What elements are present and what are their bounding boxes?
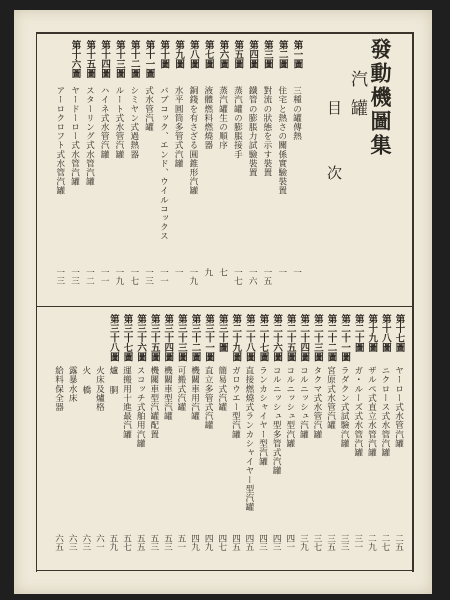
- book-title: 發動機圖集: [368, 38, 393, 158]
- figure-number: 第三十六圖: [135, 314, 147, 362]
- entry-title: 水平圓筒多管式汽罐: [173, 86, 184, 168]
- entry-title: ルート式水管汽罐: [113, 86, 124, 159]
- figure-number: 第二圖: [276, 40, 288, 69]
- page-number: 一: [173, 268, 184, 277]
- page-number: 六三: [80, 534, 91, 552]
- page-number: 三五: [325, 534, 336, 552]
- figure-number: 第十五圖: [84, 40, 96, 78]
- toc-page: [14, 10, 432, 594]
- entry-title: 蒸汽罐生の順序: [217, 86, 228, 150]
- entry-title: スコッチ式舶用汽罐: [135, 366, 146, 448]
- figure-number: 第三十一圖: [203, 314, 215, 362]
- figure-number: 第三十圖: [216, 314, 228, 352]
- figure-number: 第九圖: [173, 40, 185, 69]
- page-number: 四五: [243, 534, 254, 552]
- page-number: 五九: [107, 534, 118, 552]
- figure-number: 第四圖: [247, 40, 259, 69]
- entry-title: 蒸汽罐の膨脹接手: [232, 86, 243, 159]
- entry-title: 銅錢を有さざる圓錐形汽罐: [187, 86, 198, 196]
- figure-number: 第三十七圖: [121, 314, 133, 362]
- entry-title: 給料保全器: [53, 366, 64, 412]
- entry-title: 直立多管式汽罐: [203, 366, 214, 430]
- figure-number: 第二十六圖: [271, 314, 283, 362]
- page-number: 三一: [352, 534, 363, 552]
- figure-number: 第十八圖: [379, 314, 391, 352]
- page-number: 三三: [339, 534, 350, 552]
- figure-number: 第十二圖: [128, 40, 140, 78]
- page-number: 一二: [84, 268, 95, 286]
- figure-number: 第十四圖: [99, 40, 111, 78]
- entry-title: コルニッシュ型多管式汽罐: [271, 366, 282, 476]
- entry-title: ランカシャイヤー型汽罐: [257, 366, 268, 467]
- entry-title: 簡易式汽罐: [216, 366, 227, 412]
- figure-number: 第三十四圖: [162, 314, 174, 362]
- page-number: 四九: [189, 534, 200, 552]
- entry-title: ガロウエー型汽罐: [230, 366, 241, 439]
- figure-number: 第六圖: [217, 40, 229, 69]
- entry-title: 住宅と熱さの關係實驗裝置: [276, 86, 287, 196]
- figure-number: 第二十八圖: [243, 314, 255, 362]
- page-number: 一一: [158, 268, 169, 286]
- entry-title: 機關車型汽罐: [162, 366, 173, 421]
- page-number: 一九: [113, 268, 124, 286]
- entry-title: 爐 胴: [107, 366, 118, 395]
- entry-title: スターリング式水管汽罐: [84, 86, 95, 187]
- entry-title: 露暴水床: [67, 366, 78, 403]
- page-number: 六五: [53, 534, 64, 552]
- figure-number: 第三十八圖: [107, 314, 119, 362]
- figure-number: 第二十二圖: [325, 314, 337, 362]
- figure-number: 第二十四圖: [298, 314, 310, 362]
- figure-number: 第十圖: [158, 40, 170, 69]
- page-number: 三九: [298, 534, 309, 552]
- middle-divider-line: [36, 306, 414, 307]
- page-number: 五一: [175, 534, 186, 552]
- figure-number: 第五圖: [232, 40, 244, 69]
- figure-number: 第十六圖: [69, 40, 81, 78]
- page-number: 一: [276, 268, 287, 277]
- entry-title: ザルペ式直立水管汽罐: [366, 366, 377, 457]
- figure-number: 第十九圖: [366, 314, 378, 352]
- entry-title: 液體燃料燃燒器: [202, 86, 213, 150]
- page-number: 四七: [216, 534, 227, 552]
- page-number: 五三: [162, 534, 173, 552]
- entry-title: コルニッシュ型汽罐: [284, 366, 295, 448]
- page-number: 一六: [247, 268, 258, 286]
- entry-title: コルニッシュ汽罐: [298, 366, 309, 439]
- page-number: 四九: [203, 534, 214, 552]
- figure-number: 第三圖: [261, 40, 273, 69]
- page-number: 六一: [94, 534, 105, 552]
- page-number: 一七: [128, 268, 139, 286]
- page-number: 四三: [271, 534, 282, 552]
- page-number: 二九: [366, 534, 377, 552]
- entry-title: 機關車用汽罐: [189, 366, 200, 421]
- entry-title: 直接燃燒式ランカシャイヤー型汽罐: [243, 366, 254, 512]
- entry-title: シミヤン式過熱器: [128, 86, 139, 159]
- page-number: 一: [291, 268, 302, 277]
- page-number: 一一: [99, 268, 110, 286]
- entry-title: ヤーロー式水管汽罐: [393, 366, 404, 448]
- entry-title: タクマ式水管汽罐: [311, 366, 322, 439]
- figure-number: 第二十五圖: [284, 314, 296, 362]
- figure-number: 第三十三圖: [175, 314, 187, 362]
- bottom-border-line: [36, 570, 414, 571]
- entry-title: 對流の狀態を示す裝置: [261, 86, 272, 177]
- entry-title: ヤードーロー式水管汽罐: [69, 86, 80, 187]
- page-number: 一三: [143, 268, 154, 286]
- page-number: 一三: [69, 268, 80, 286]
- entry-title: ラダクン式試驗汽罐: [339, 366, 350, 448]
- figure-number: 第二十七圖: [257, 314, 269, 362]
- figure-number: 第三十二圖: [189, 314, 201, 362]
- entry-title: アーロクロフト式水管汽罐: [54, 86, 65, 196]
- figure-number: 第十一圖: [143, 40, 155, 78]
- entry-title: ニクロース式水管汽罐: [379, 366, 390, 457]
- page-number: 五七: [121, 534, 132, 552]
- entry-title: 機關車型汽罐配置: [148, 366, 159, 439]
- page-number: 五五: [135, 534, 146, 552]
- entry-title: 宮原式水管汽罐: [325, 366, 336, 430]
- page-number: 六三: [67, 534, 78, 552]
- figure-number: 第七圖: [202, 40, 214, 69]
- page-number: 四一: [284, 534, 295, 552]
- right-border-line: [412, 32, 414, 572]
- entry-title: ハイネ式水管汽罐: [99, 86, 110, 159]
- entry-title: ガ・ルーズ式水管汽罐: [352, 366, 363, 457]
- figure-number: 第二十三圖: [311, 314, 323, 362]
- entry-title: 火床及爐格: [94, 366, 105, 412]
- page-number: 一五: [261, 268, 272, 286]
- section-title: 汽罐: [347, 70, 367, 128]
- page-number: 九: [202, 268, 213, 277]
- figure-number: 第十三圖: [113, 40, 125, 78]
- page-number: 一九: [187, 268, 198, 286]
- toc-heading: 目 次: [325, 100, 343, 196]
- figure-number: 第二十圖: [352, 314, 364, 352]
- page-number: 四三: [257, 534, 268, 552]
- figure-number: 第二十九圖: [230, 314, 242, 362]
- page-number: 一三: [54, 268, 65, 286]
- page-number: 一七: [232, 268, 243, 286]
- figure-number: 第二十一圖: [339, 314, 351, 362]
- entry-title: 三種の罐傳熱: [291, 86, 302, 141]
- page-number: 二五: [393, 534, 404, 552]
- entry-title: バブコック、エンド、ウイルコックス: [158, 86, 169, 241]
- entry-title: 可搬式汽罐: [175, 366, 186, 412]
- entry-title: 式水管汽罐: [143, 86, 154, 132]
- entry-title: 運搬用十進最汽罐: [121, 366, 132, 439]
- page-number: 四五: [230, 534, 241, 552]
- page-number: 三七: [311, 534, 322, 552]
- figure-number: 第三十五圖: [148, 314, 160, 362]
- figure-number: 第八圖: [187, 40, 199, 69]
- entry-title: 火 橋: [80, 366, 91, 395]
- left-border-line: [36, 32, 37, 572]
- page-number: 五三: [148, 534, 159, 552]
- figure-number: 第一圖: [291, 40, 303, 69]
- top-border-line: [36, 32, 414, 34]
- figure-number: 第十七圖: [393, 314, 405, 352]
- page-number: 七: [217, 268, 228, 277]
- page-number: 二七: [379, 534, 390, 552]
- entry-title: 鐵管の膨脹力試驗裝置: [247, 86, 258, 177]
